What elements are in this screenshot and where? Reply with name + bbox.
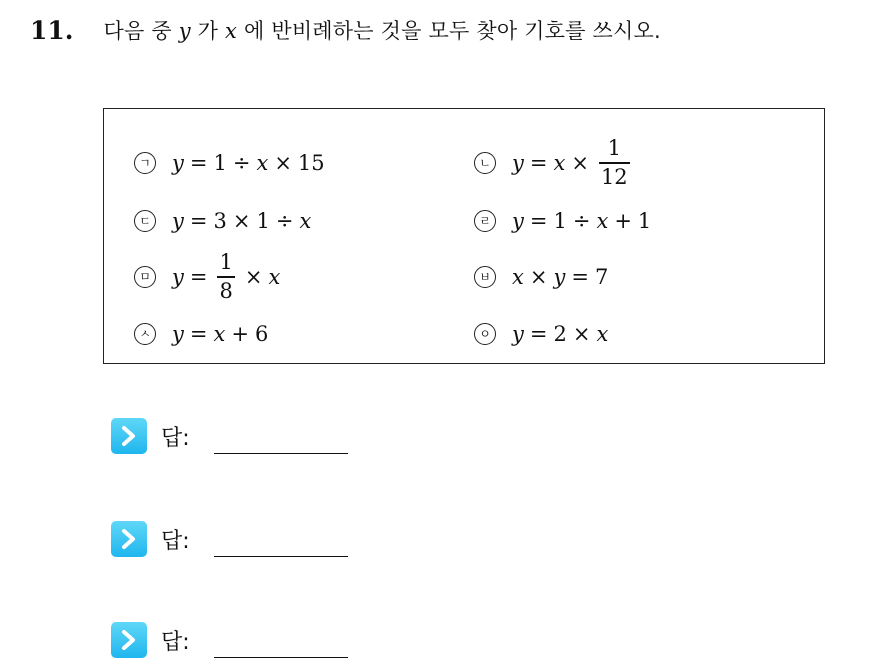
equation: y = 1 ÷ x × 15 — [172, 151, 325, 175]
answer-blank[interactable] — [214, 452, 348, 454]
choice-c — [134, 201, 311, 241]
choice-f — [474, 257, 608, 297]
answer-row[interactable] — [111, 519, 348, 559]
fraction: $\frac{1}{12}$ — [600, 136, 628, 189]
choice-box — [103, 108, 825, 364]
answer-label: 답: — [161, 528, 190, 554]
question-number: 11. — [30, 15, 74, 45]
circled-letter-marker: ㄹ — [474, 210, 496, 232]
answer-blank[interactable] — [214, 555, 348, 557]
circled-letter-marker: ㅅ — [134, 323, 156, 345]
equation: y = 1 ÷ x + 1 — [512, 209, 652, 233]
chevron-right-icon — [111, 418, 147, 454]
circled-letter-marker: ㅁ — [134, 266, 156, 288]
answer-row[interactable] — [111, 416, 348, 456]
answer-label: 답: — [161, 425, 190, 451]
circled-letter-marker: ㅂ — [474, 266, 496, 288]
equation: y = x × $\frac{1}{12}$ — [512, 136, 628, 189]
equation: y = 3 × 1 ÷ x — [172, 209, 312, 233]
equation: y = $\frac{1}{8}$ × x — [172, 250, 281, 303]
choice-e — [134, 250, 281, 303]
circled-letter-marker: ㄴ — [474, 152, 496, 174]
choice-g — [134, 314, 268, 354]
circled-letter-marker: ㄱ — [134, 152, 156, 174]
choice-b — [474, 136, 634, 189]
equation: x × y = 7 — [512, 265, 609, 289]
fraction: $\frac{1}{8}$ — [219, 250, 233, 303]
question-text: 다음 중 y 가 x 에 반비례하는 것을 모두 찾아 기호를 쓰시오. — [103, 19, 661, 43]
circled-letter-marker: ㄷ — [134, 210, 156, 232]
question-header — [30, 12, 661, 48]
equation: y = x + 6 — [172, 322, 269, 346]
choice-h — [474, 314, 608, 354]
choice-d — [474, 201, 651, 241]
answer-row[interactable] — [111, 620, 348, 660]
chevron-right-icon — [111, 622, 147, 658]
answer-blank[interactable] — [214, 656, 348, 658]
choice-a — [134, 143, 325, 183]
equation: y = 2 × x — [512, 322, 609, 346]
answer-label: 답: — [161, 629, 190, 655]
chevron-right-icon — [111, 521, 147, 557]
circled-letter-marker: ㅇ — [474, 323, 496, 345]
